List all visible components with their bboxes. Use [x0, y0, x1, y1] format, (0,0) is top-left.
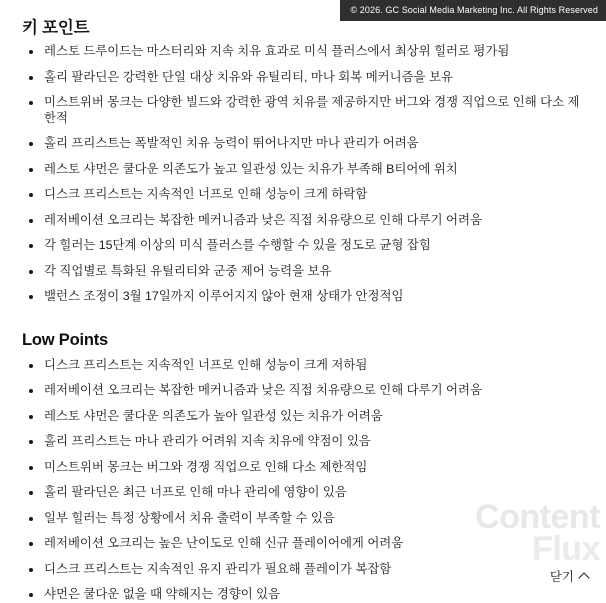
list-item: 레스토 드루이드는 마스터리와 지속 치유 효과로 미식 플러스에서 최상위 힐러로 평가됨 — [22, 44, 586, 60]
list-item: 레스토 샤먼은 쿨다운 의존도가 높아 일관성 있는 치유가 어려움 — [22, 409, 586, 425]
list-item: 디스크 프리스트는 지속적인 너프로 인해 성능이 크게 하락함 — [22, 187, 586, 203]
copyright-notice: © 2026. GC Social Media Marketing Inc. All Rights Reserved — [340, 0, 606, 21]
close-button-label: 닫기 — [549, 570, 574, 584]
list-item: 레저베이션 오크리는 높은 난이도로 인해 신규 플레이어에게 어려움 — [22, 536, 586, 552]
chevron-up-icon — [580, 571, 590, 581]
close-button[interactable] — [550, 567, 590, 585]
list-item: 각 직업별로 특화된 유틸리티와 군중 제어 능력을 보유 — [22, 264, 586, 280]
watermark-line-1: Content — [475, 498, 600, 537]
list-item: 홀리 팔라딘은 최근 너프로 인해 마나 관리에 영향이 있음 — [22, 485, 586, 501]
list-item: 디스크 프리스트는 지속적인 유지 관리가 필요해 플레이가 복잡함 — [22, 562, 586, 578]
list-item: 홀리 프리스트는 마나 관리가 어려워 지속 치유에 약점이 있음 — [22, 434, 586, 450]
list-item: 레저베이션 오크리는 복잡한 메커니즘과 낮은 직접 치유량으로 인해 다루기 어려움 — [22, 383, 586, 399]
low-points-list — [22, 358, 586, 603]
watermark-line-2: Flux — [532, 529, 600, 568]
section-title-key-points: 키 포인트 — [22, 19, 90, 37]
list-item: 디스크 프리스트는 지속적인 너프로 인해 성능이 크게 저하됨 — [22, 358, 586, 374]
list-item: 미스트위버 몽크는 버그와 경쟁 직업으로 인해 다소 제한적임 — [22, 460, 586, 476]
list-item: 홀리 프리스트는 폭발적인 치유 능력이 뛰어나지만 마나 관리가 어려움 — [22, 136, 586, 152]
list-item: 레스토 샤먼은 쿨다운 의존도가 높고 일관성 있는 치유가 부족해 B티어에 위치 — [22, 162, 586, 178]
list-item: 샤먼은 쿨다운 없을 때 약해지는 경향이 있음 — [22, 587, 586, 603]
list-item: 밸런스 조정이 3월 17일까지 이루어지지 않아 현재 상태가 안정적임 — [22, 289, 586, 305]
list-item: 미스트위버 몽크는 다양한 빌드와 강력한 광역 치유를 제공하지만 버그와 경쟁 직업으로 인해 다소 제한적 — [22, 95, 586, 126]
list-item: 각 힐러는 15단계 이상의 미식 플러스를 수행할 수 있을 정도로 균형 잡힘 — [22, 238, 586, 254]
list-item: 레저베이션 오크리는 복잡한 메커니즘과 낮은 직접 치유량으로 인해 다루기 어려움 — [22, 213, 586, 229]
key-points-list — [22, 44, 586, 305]
section-title-low-points: Low Points — [22, 330, 108, 349]
list-item: 홀리 팔라딘은 강력한 단일 대상 치유와 유틸리티, 마나 회복 메커니즘을 보유 — [22, 70, 586, 86]
list-item: 일부 힐러는 특정 상황에서 치유 출력이 부족할 수 있음 — [22, 511, 586, 527]
